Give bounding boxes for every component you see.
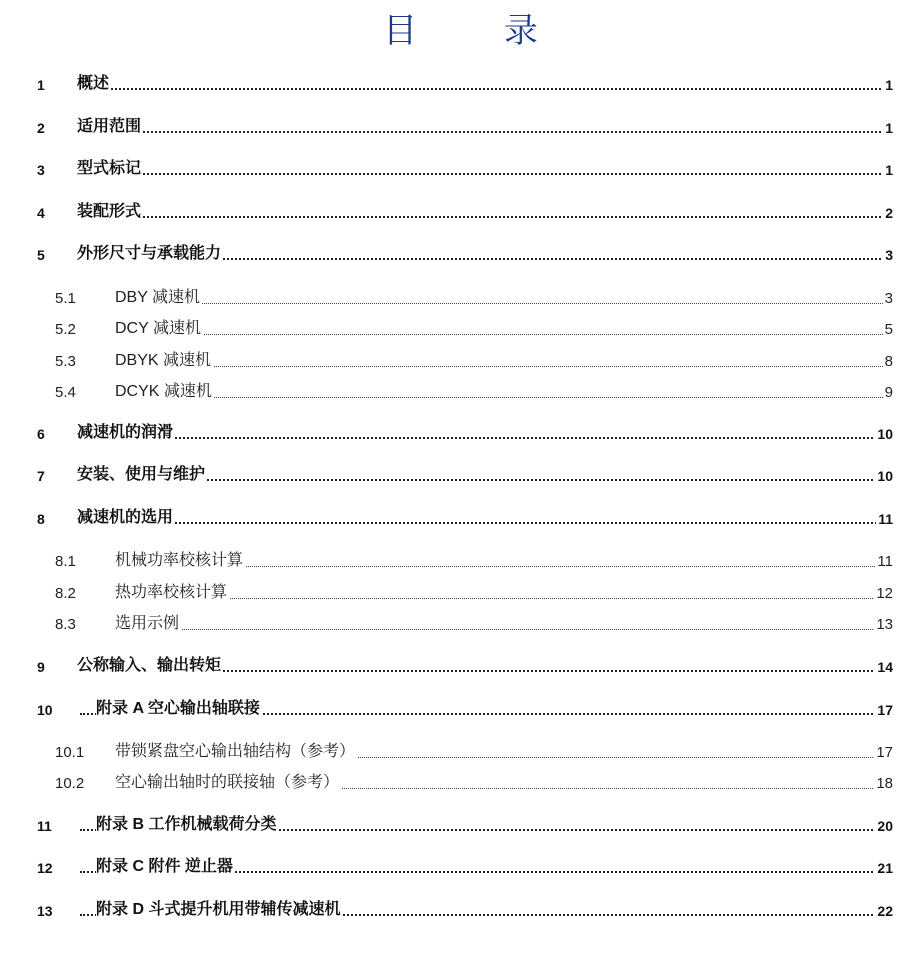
dot-leader xyxy=(80,131,885,133)
toc-title: 减速机的润滑 xyxy=(77,419,175,442)
toc-entry-4[interactable] xyxy=(0,201,921,223)
toc-title: 热功率校核计算 xyxy=(115,579,229,602)
toc-entry-5-2[interactable] xyxy=(0,318,921,340)
dot-leader xyxy=(120,334,885,335)
toc-number: 3 xyxy=(37,162,45,178)
toc-page-number: 12 xyxy=(876,585,893,602)
toc-number: 10.2 xyxy=(55,775,85,792)
toc-page-number: 3 xyxy=(884,290,893,307)
toc-entry-11[interactable] xyxy=(0,814,921,836)
toc-title: 选用示例 xyxy=(115,610,181,633)
dot-leader xyxy=(80,216,885,218)
toc-title: 安装、使用与维护 xyxy=(77,461,207,484)
toc-number: 5.4 xyxy=(55,384,76,401)
toc-title: 外形尺寸与承载能力 xyxy=(77,240,223,263)
toc-title: 空心输出轴时的联接轴（参考） xyxy=(115,769,341,792)
dot-leader xyxy=(120,366,885,367)
toc-page-number: 1 xyxy=(885,77,893,93)
toc-title: 带锁紧盘空心输出轴结构（参考） xyxy=(115,738,357,761)
page-title: 目 录 xyxy=(383,11,576,51)
toc-title: 减速机的选用 xyxy=(77,504,175,527)
toc-number: 1 xyxy=(37,77,45,93)
toc-entry-1[interactable] xyxy=(0,73,921,95)
toc-title: DCYK 减速机 xyxy=(115,378,214,401)
toc-page-number: 18 xyxy=(876,775,893,792)
toc-page-number: 5 xyxy=(884,321,893,338)
toc-entry-10-2[interactable] xyxy=(0,772,921,794)
toc-number: 10.1 xyxy=(55,744,85,761)
toc-number: 5 xyxy=(37,247,45,263)
toc-page-number: 11 xyxy=(878,511,893,527)
dot-leader xyxy=(80,88,885,90)
toc-number: 5.3 xyxy=(55,353,76,370)
toc-number: 5.1 xyxy=(55,290,76,307)
dot-leader xyxy=(80,437,885,439)
toc-number: 11 xyxy=(37,818,52,834)
toc-page-number: 17 xyxy=(877,702,893,718)
toc-number: 12 xyxy=(37,860,53,876)
toc-page-number: 1 xyxy=(885,120,893,136)
toc-entry-5[interactable] xyxy=(0,243,921,265)
toc-number: 9 xyxy=(37,659,45,675)
toc-title: 附录 B 工作机械载荷分类 xyxy=(96,811,278,834)
toc-entry-3[interactable] xyxy=(0,158,921,180)
toc-title: 概述 xyxy=(77,70,111,93)
toc-entry-5-1[interactable] xyxy=(0,287,921,309)
toc-page-number: 8 xyxy=(884,353,893,370)
toc-entry-5-4[interactable] xyxy=(0,381,921,403)
toc-page-number: 14 xyxy=(877,659,893,675)
toc-number: 10 xyxy=(37,702,53,718)
toc-entry-6[interactable] xyxy=(0,422,921,444)
dot-leader xyxy=(120,598,885,599)
toc-page-number: 11 xyxy=(877,553,893,570)
toc-number: 8.1 xyxy=(55,553,76,570)
toc-page-number: 10 xyxy=(877,468,893,484)
toc-title: 机械功率校核计算 xyxy=(115,547,245,570)
toc-entry-9[interactable] xyxy=(0,655,921,677)
toc-entry-8[interactable] xyxy=(0,507,921,529)
toc-page-number: 1 xyxy=(885,162,893,178)
toc-entry-10[interactable] xyxy=(0,698,921,720)
toc-entry-7[interactable] xyxy=(0,464,921,486)
toc-title: DBY 减速机 xyxy=(115,284,202,307)
toc-entry-8-2[interactable] xyxy=(0,582,921,604)
toc-page-number: 22 xyxy=(877,903,893,919)
toc-number: 6 xyxy=(37,426,45,442)
toc-title: 适用范围 xyxy=(77,113,143,136)
toc-number: 8 xyxy=(37,511,45,527)
dot-leader xyxy=(80,173,885,175)
toc-page-number: 20 xyxy=(877,818,893,834)
toc-page-number: 9 xyxy=(884,384,893,401)
toc-page-number: 3 xyxy=(885,247,893,263)
toc-title: DCY 减速机 xyxy=(115,315,203,338)
toc-number: 8.2 xyxy=(55,585,76,602)
toc-page-number: 21 xyxy=(877,860,893,876)
dot-leader xyxy=(120,629,885,630)
dot-leader xyxy=(80,522,885,524)
toc-page-number: 17 xyxy=(876,744,893,761)
dot-leader xyxy=(120,303,885,304)
toc-entry-8-1[interactable] xyxy=(0,550,921,572)
toc-number: 13 xyxy=(37,903,53,919)
toc-title: DBYK 减速机 xyxy=(115,347,213,370)
toc-page-number: 13 xyxy=(876,616,893,633)
toc-title: 附录 C 附件 逆止器 xyxy=(96,853,235,876)
toc-entry-13[interactable] xyxy=(0,899,921,921)
toc-page-number: 2 xyxy=(885,205,893,221)
toc-number: 7 xyxy=(37,468,45,484)
toc-number: 2 xyxy=(37,120,45,136)
toc-title: 装配形式 xyxy=(77,198,143,221)
toc-entry-8-3[interactable] xyxy=(0,613,921,635)
toc-number: 8.3 xyxy=(55,616,76,633)
toc-title: 附录 D 斗式提升机用带辅传减速机 xyxy=(96,896,342,919)
toc-entry-12[interactable] xyxy=(0,856,921,878)
dot-leader xyxy=(120,397,885,398)
toc-title: 公称输入、输出转矩 xyxy=(77,652,223,675)
toc-entry-2[interactable] xyxy=(0,116,921,138)
toc-number: 4 xyxy=(37,205,45,221)
toc-page-number: 10 xyxy=(877,426,893,442)
toc-entry-5-3[interactable] xyxy=(0,350,921,372)
toc-title: 附录 A 空心输出轴联接 xyxy=(96,695,262,718)
toc-title: 型式标记 xyxy=(77,155,143,178)
toc-number: 5.2 xyxy=(55,321,76,338)
toc-entry-10-1[interactable] xyxy=(0,741,921,763)
